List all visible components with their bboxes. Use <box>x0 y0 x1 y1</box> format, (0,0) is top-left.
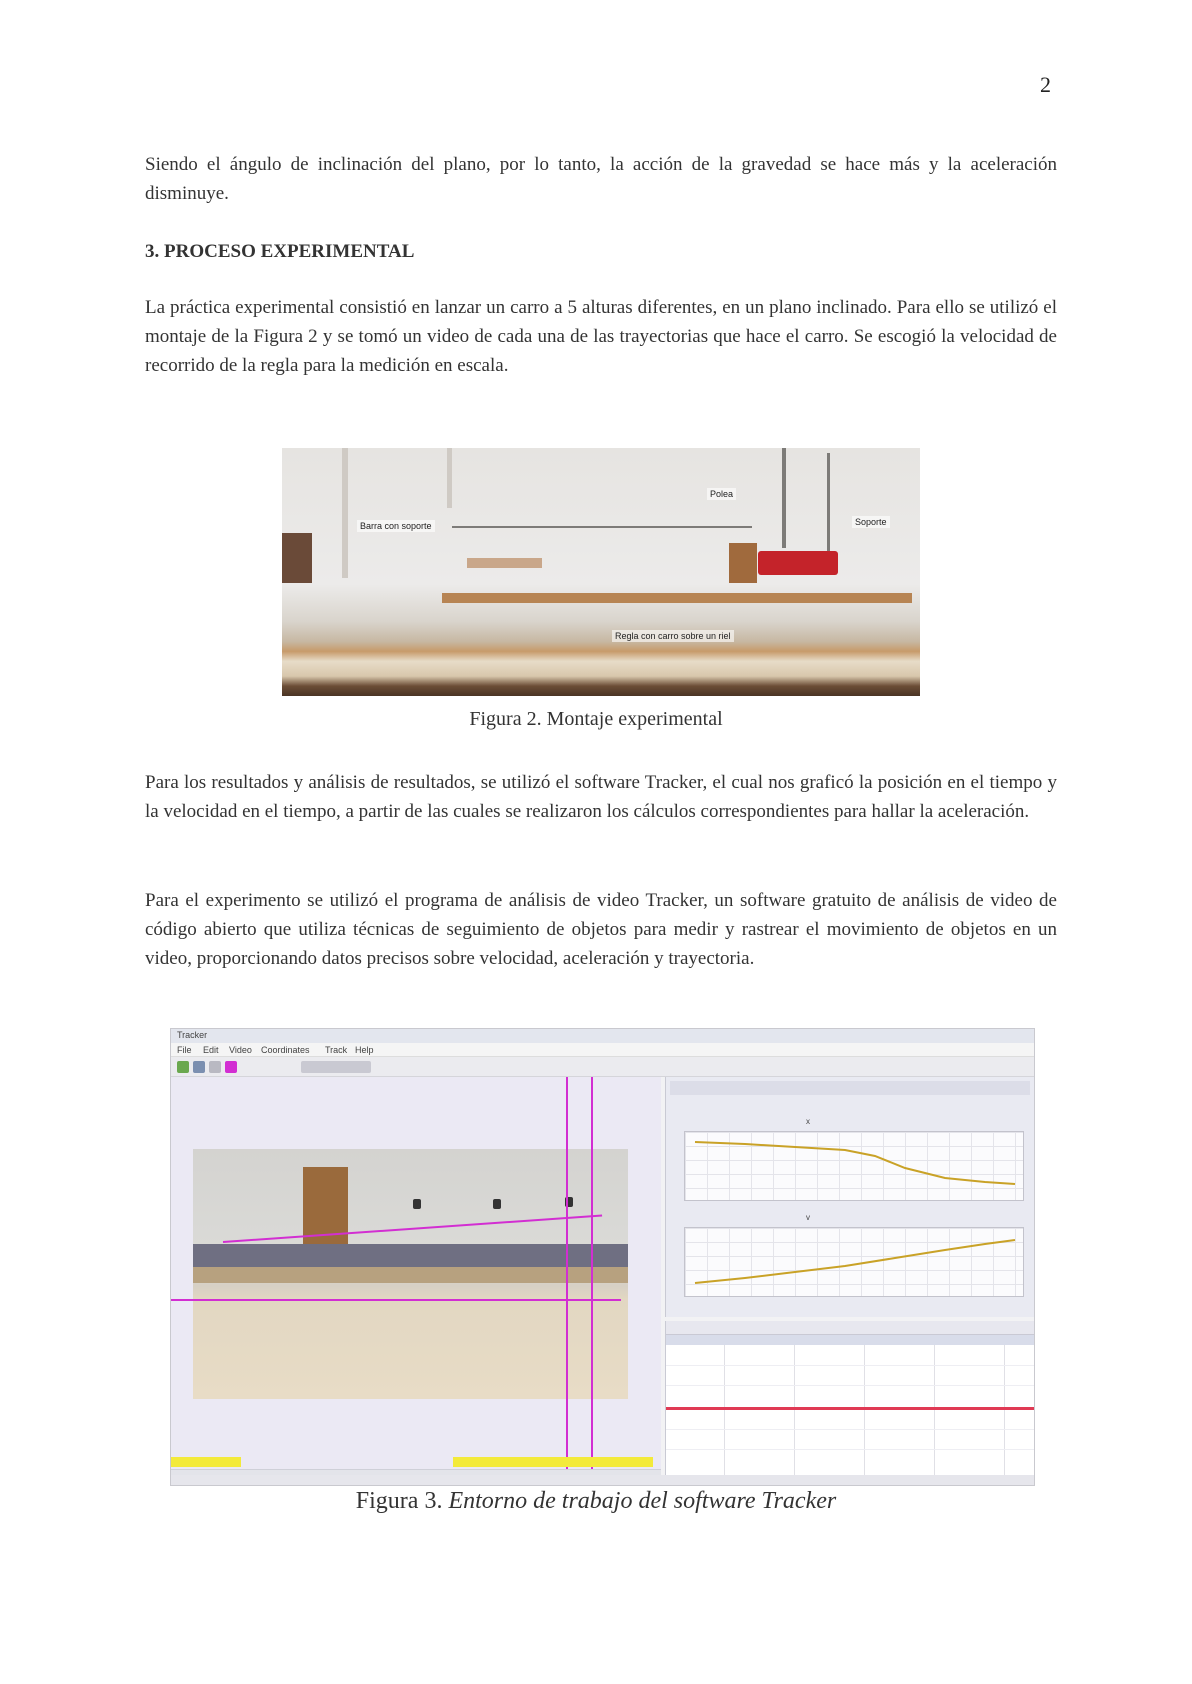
paragraph-intro: Siendo el ángulo de inclinación del plano, por lo tanto, la acción de la gravedad se hace más y la aceleración disminuye. <box>145 154 1057 204</box>
paragraph-tracker: Para el experimento se utilizó el programa de análisis de video Tracker, un software gratuito de análisis de video de código abierto que utiliza técnicas de seguimiento de objetos para medir y rastrear el movimiento de objetos en un video, proporcionando datos precisos sobre velocidad, aceleración y trayectoria. <box>145 890 1057 969</box>
paragraph-results: Para los resultados y análisis de resultados, se utilizó el software Tracker, el cual nos graficó la posición en el tiempo y la velocidad en el tiempo, a partir de las cuales se realizaron los cálculos correspondientes para hallar la aceleración. <box>145 772 1057 822</box>
menu-file: File <box>177 1045 192 1055</box>
photo-label-track: Regla con carro sobre un riel <box>612 630 734 642</box>
tracker-window-title: Tracker <box>177 1030 208 1040</box>
plot-tabs <box>670 1081 1030 1095</box>
figure3-caption-prefix: Figura 3. <box>355 1488 443 1514</box>
figure3-caption <box>0 1488 1192 1515</box>
table-column <box>934 1345 935 1486</box>
photo-label-support: Soporte <box>852 516 890 528</box>
paragraph-procedure: La práctica experimental consistió en lanzar un carro a 5 alturas diferentes, en un plano inclinado. Para ello se utilizó el montaje de la Figura 2 y se tomó un video de cada una de las trayectorias que hace el carro. Se escogió la velocidad de recorrido de la regla para la medición en escala. <box>145 297 1057 376</box>
table-row <box>666 1449 1035 1450</box>
wall-post <box>447 448 452 508</box>
marker-bar <box>453 1457 653 1467</box>
tracker-title-bar <box>171 1029 1034 1043</box>
figure-tracker-screenshot <box>170 1028 1035 1486</box>
table-toolbar <box>666 1321 1035 1335</box>
menu-help: Help <box>355 1045 374 1055</box>
table-column <box>794 1345 795 1486</box>
calibration-stick <box>566 1077 568 1469</box>
cart <box>758 551 838 575</box>
section-title: 3. PROCESO EXPERIMENTAL <box>145 241 415 262</box>
track-icon <box>301 1061 371 1073</box>
figure3-caption-text: Entorno de trabajo del software Tracker <box>448 1488 837 1514</box>
open-icon <box>177 1061 189 1073</box>
plot-title-velocity: v <box>806 1213 810 1222</box>
table-column <box>864 1345 865 1486</box>
track-path <box>223 1214 602 1243</box>
menu-video: Video <box>229 1045 252 1055</box>
tracker-menu-bar <box>171 1043 1034 1057</box>
velocity-series <box>695 1240 1015 1283</box>
table-column <box>724 1345 725 1486</box>
wood-strip <box>467 558 542 568</box>
plot-title-position: x <box>806 1117 810 1126</box>
axis-y <box>591 1077 593 1469</box>
position-curve <box>685 1132 1025 1202</box>
ruler-track <box>442 593 912 603</box>
bench-top <box>193 1267 628 1283</box>
pulley-stand <box>827 453 830 563</box>
marker-bar <box>171 1457 241 1467</box>
table-selected-row[interactable] <box>666 1407 1035 1410</box>
string <box>452 526 752 528</box>
photo-label-rod: Barra con soporte <box>357 520 435 532</box>
menu-track: Track <box>325 1045 348 1055</box>
clip-icon <box>209 1061 221 1073</box>
wooden-block <box>729 543 757 583</box>
page-number: 2 <box>1040 72 1051 97</box>
table-row <box>666 1429 1035 1430</box>
table-column <box>1004 1345 1005 1486</box>
menu-coordinates: Coordinates <box>261 1045 310 1055</box>
clamp <box>282 533 312 583</box>
figure-experimental-setup-photo <box>282 448 920 696</box>
outlet <box>493 1199 501 1209</box>
tracker-plot-pane <box>665 1077 1035 1317</box>
outlet <box>413 1199 421 1209</box>
tracker-toolbar <box>171 1057 1034 1077</box>
position-series <box>695 1142 1015 1184</box>
menu-edit: Edit <box>203 1045 219 1055</box>
axis-x <box>171 1299 621 1301</box>
figure2-caption: Figura 2. Montaje experimental <box>469 708 723 730</box>
photo-label-pulley: Polea <box>707 488 736 500</box>
save-icon <box>193 1061 205 1073</box>
tracker-table-pane <box>665 1321 1035 1486</box>
tracker-video-pane <box>171 1077 661 1486</box>
plot-position <box>684 1131 1024 1201</box>
wall-post <box>342 448 348 578</box>
axes-icon <box>225 1061 237 1073</box>
table-row <box>666 1365 1035 1366</box>
support-rod <box>782 448 786 548</box>
table-header <box>666 1335 1035 1345</box>
tracker-video-frame <box>193 1149 628 1399</box>
velocity-curve <box>685 1228 1025 1298</box>
plot-velocity <box>684 1227 1024 1297</box>
table-row <box>666 1385 1035 1386</box>
tracker-status-bar <box>171 1475 1034 1486</box>
